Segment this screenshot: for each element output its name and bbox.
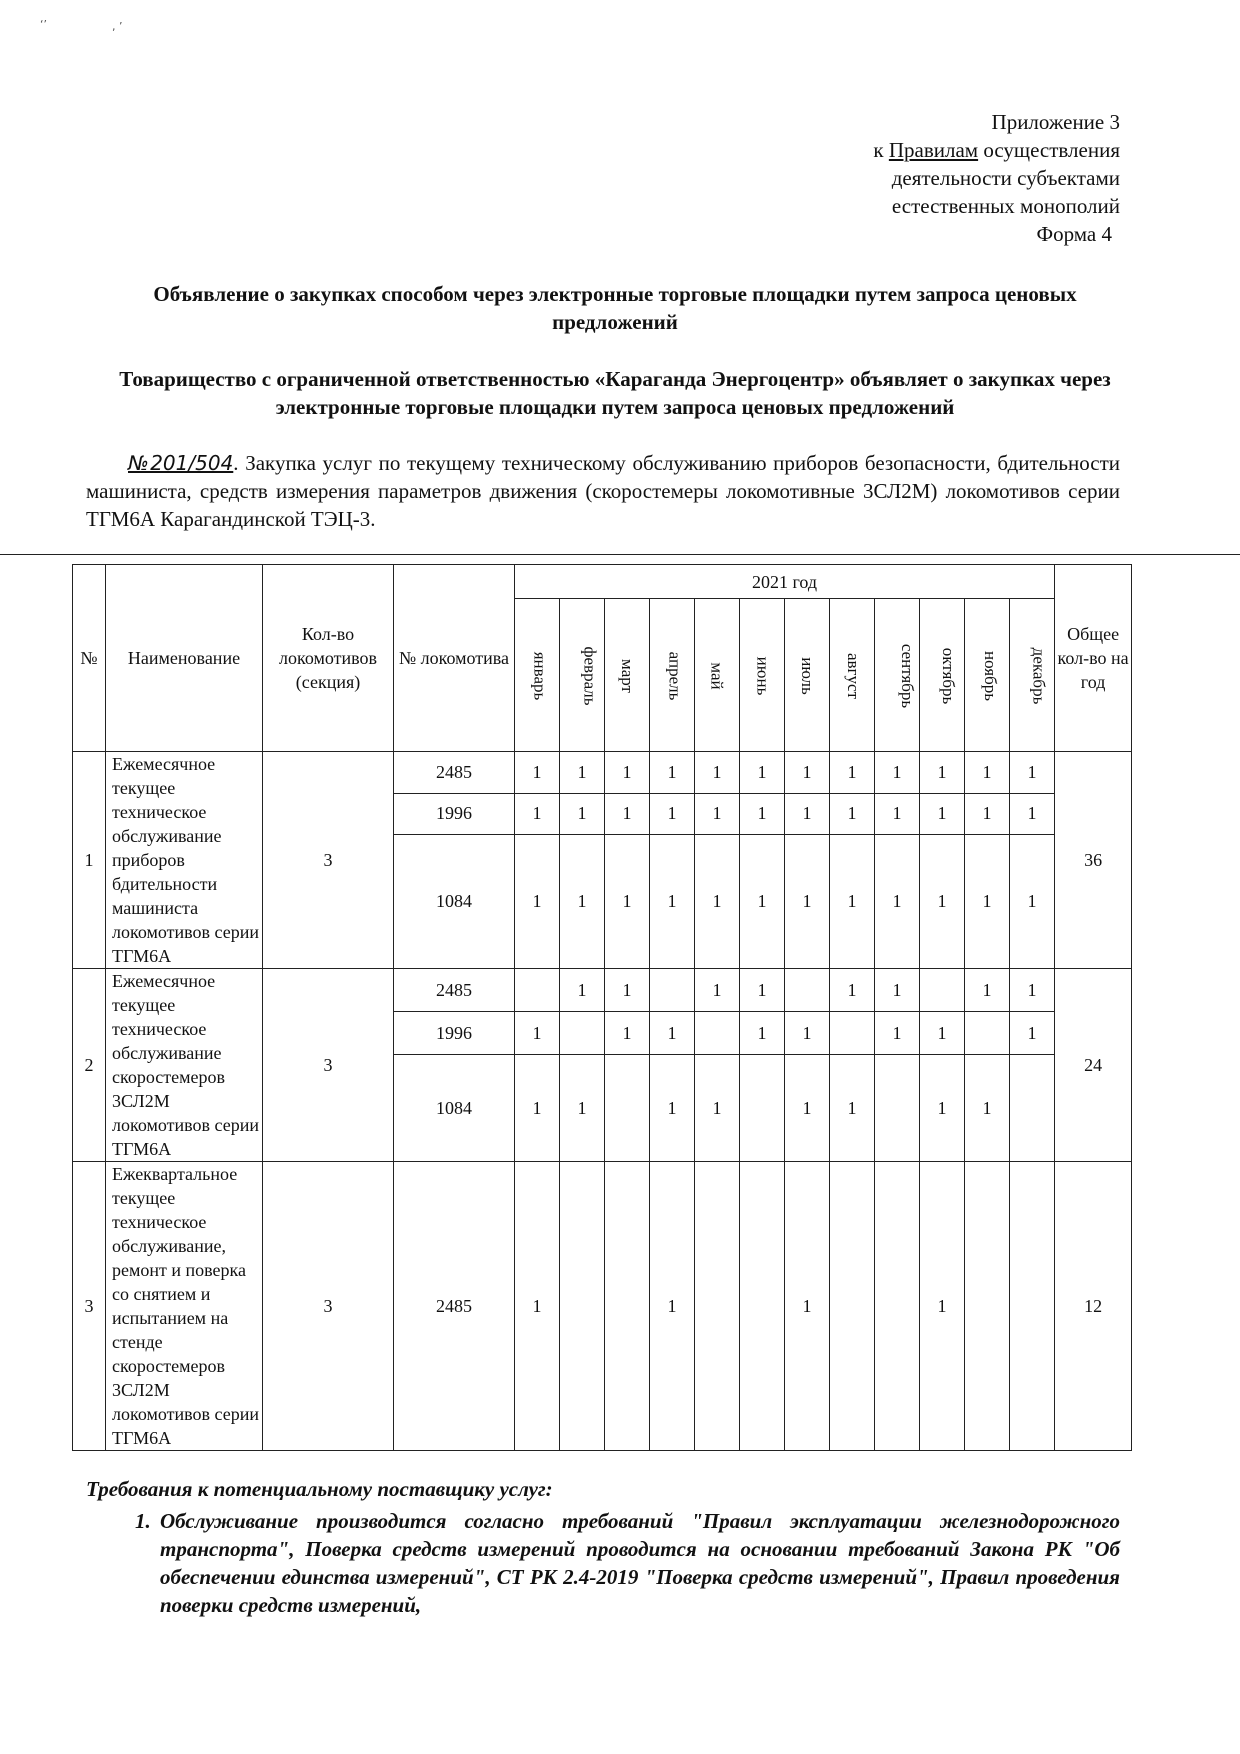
month-cell: 1	[695, 752, 740, 794]
month-cell: 1	[560, 793, 605, 835]
month-label: февраль	[580, 645, 600, 706]
month-cell: 1	[830, 969, 875, 1012]
month-cell: 1	[965, 835, 1010, 969]
locomotive-number: 2485	[394, 1162, 515, 1451]
month-cell: 1	[695, 793, 740, 835]
month-cell: 1	[650, 1012, 695, 1055]
month-label: январь	[530, 651, 550, 700]
month-cell	[965, 1162, 1010, 1451]
appendix-line-prefix: к	[873, 138, 889, 162]
month-label: сентябрь	[898, 643, 918, 708]
month-header	[515, 599, 560, 752]
month-cell: 1	[830, 752, 875, 794]
month-cell	[875, 1162, 920, 1451]
month-cell: 1	[740, 752, 785, 794]
appendix-line: деятельности субъектами	[891, 166, 1120, 190]
procurement-description	[86, 449, 1120, 533]
company-announcement: Товарищество с ограниченной ответственностью «Караганда Энергоцентр» объявляет о закупках через электронные торговые площадки путем запроса ценовых предложений	[119, 367, 1111, 419]
month-cell: 1	[605, 969, 650, 1012]
month-cell	[785, 969, 830, 1012]
month-cell: 1	[515, 1012, 560, 1055]
month-cell	[605, 1162, 650, 1451]
month-cell: 1	[740, 835, 785, 969]
month-cell: 1	[785, 1055, 830, 1162]
month-cell: 1	[965, 969, 1010, 1012]
month-cell: 1	[785, 835, 830, 969]
divider-line	[0, 554, 1240, 555]
month-label: апрель	[665, 651, 685, 700]
month-cell	[740, 1162, 785, 1451]
appendix-block	[873, 108, 1120, 248]
procurement-number: №201/504	[128, 451, 234, 475]
month-cell: 1	[920, 835, 965, 969]
month-label: ноябрь	[981, 650, 1000, 701]
month-cell: 1	[605, 835, 650, 969]
month-cell	[965, 1012, 1010, 1055]
procurement-text: . Закупка услуг по текущему техническому обслуживанию приборов безопасности, бдительности машиниста, средств измерения параметров движения (скоростемеры локомотивные 3СЛ2М) локомотивов серии ТГМ6А Карагандинской ТЭЦ-3.	[86, 451, 1120, 531]
form-label: Форма 4	[1036, 222, 1112, 246]
month-cell: 1	[965, 752, 1010, 794]
month-label: декабрь	[1029, 647, 1049, 704]
month-cell: 1	[515, 1162, 560, 1451]
month-cell: 1	[560, 752, 605, 794]
month-header	[740, 599, 785, 752]
month-cell: 1	[740, 1012, 785, 1055]
requirements-list	[86, 1507, 1120, 1619]
month-cell	[560, 1012, 605, 1055]
month-cell: 1	[875, 969, 920, 1012]
month-cell	[830, 1012, 875, 1055]
month-cell	[560, 1162, 605, 1451]
month-cell	[1010, 1055, 1055, 1162]
appendix-line-suffix: осуществления	[978, 138, 1120, 162]
locomotive-count: 3	[263, 969, 394, 1162]
month-cell	[830, 1162, 875, 1451]
month-cell: 1	[920, 793, 965, 835]
month-cell: 1	[650, 793, 695, 835]
month-cell: 1	[515, 1055, 560, 1162]
header-count: Кол-во локомотивов (секция)	[263, 565, 394, 752]
requirements-title: Требования к потенциальному поставщику услуг:	[86, 1477, 553, 1501]
month-header	[1010, 599, 1055, 752]
month-cell: 1	[1010, 835, 1055, 969]
month-cell	[920, 969, 965, 1012]
locomotive-number: 1996	[394, 1012, 515, 1055]
locomotive-number: 1084	[394, 835, 515, 969]
month-cell: 1	[1010, 752, 1055, 794]
annual-total: 12	[1055, 1162, 1132, 1451]
month-cell: 1	[605, 793, 650, 835]
month-cell: 1	[695, 835, 740, 969]
month-cell: 1	[785, 1162, 830, 1451]
month-label: май	[707, 661, 727, 690]
month-label: март	[618, 658, 637, 693]
month-cell: 1	[920, 1055, 965, 1162]
month-cell	[875, 1055, 920, 1162]
appendix-line	[873, 136, 1120, 164]
month-cell: 1	[875, 752, 920, 794]
requirement-item: 1. Обслуживание производится согласно требований "Правил эксплуатации железнодорожного транспорта", Поверка средств измерений проводится на основании требований Закона РК "Об обеспечении единства измерений", СТ РК 2.4-2019 "Поверка средств измерений", Правил проведения поверки средств измерений,	[156, 1507, 1120, 1619]
schedule-table	[72, 564, 1132, 1451]
month-header	[785, 599, 830, 752]
scan-mark: ‘’	[40, 18, 47, 31]
month-header	[965, 599, 1010, 752]
month-label: июль	[798, 656, 817, 695]
header-total: Общее кол-во на год	[1055, 565, 1132, 752]
month-cell: 1	[785, 793, 830, 835]
month-cell: 1	[965, 1055, 1010, 1162]
month-cell: 1	[515, 835, 560, 969]
month-cell: 1	[965, 793, 1010, 835]
locomotive-number: 2485	[394, 969, 515, 1012]
row-number: 3	[73, 1162, 106, 1451]
month-cell: 1	[650, 835, 695, 969]
month-cell: 1	[830, 793, 875, 835]
table-row	[73, 1162, 1132, 1451]
month-cell: 1	[875, 1012, 920, 1055]
appendix-line: Приложение 3	[991, 110, 1120, 134]
month-cell: 1	[1010, 793, 1055, 835]
row-number: 1	[73, 752, 106, 969]
locomotive-count: 3	[263, 752, 394, 969]
announcement-title: Объявление о закупках способом через электронные торговые площадки путем запроса ценовых предложений	[153, 282, 1077, 334]
header-num: №	[73, 565, 106, 752]
month-label: октябрь	[939, 647, 959, 704]
month-cell: 1	[560, 969, 605, 1012]
header-year: 2021 год	[515, 565, 1055, 599]
month-cell: 1	[785, 752, 830, 794]
header-loco: № локомотива	[394, 565, 515, 752]
month-cell: 1	[560, 835, 605, 969]
month-cell: 1	[695, 1055, 740, 1162]
month-header	[650, 599, 695, 752]
month-cell: 1	[875, 835, 920, 969]
row-number: 2	[73, 969, 106, 1162]
month-cell: 1	[650, 1162, 695, 1451]
appendix-line: естественных монополий	[891, 194, 1120, 218]
scan-mark: , ’	[112, 20, 123, 33]
annual-total: 36	[1055, 752, 1132, 969]
month-cell	[515, 969, 560, 1012]
annual-total: 24	[1055, 969, 1132, 1162]
service-name: Ежемесячное текущее техническое обслуживание приборов бдительности машиниста локомотивов серии ТГМ6А	[106, 752, 263, 969]
table-row	[73, 969, 1132, 1012]
month-header	[920, 599, 965, 752]
month-cell: 1	[515, 752, 560, 794]
month-cell: 1	[920, 1162, 965, 1451]
month-cell: 1	[920, 752, 965, 794]
locomotive-number: 1996	[394, 793, 515, 835]
month-cell: 1	[560, 1055, 605, 1162]
month-label: август	[844, 652, 864, 699]
service-name: Ежеквартальное текущее техническое обслуживание, ремонт и поверка со снятием и испытанием на стенде скоростемеров 3СЛ2М локомотивов серии ТГМ6А	[106, 1162, 263, 1451]
month-cell: 1	[740, 969, 785, 1012]
rules-link[interactable]: Правилам	[888, 138, 979, 162]
month-cell: 1	[785, 1012, 830, 1055]
month-cell: 1	[920, 1012, 965, 1055]
month-header	[875, 599, 920, 752]
month-header	[695, 599, 740, 752]
month-cell: 1	[830, 1055, 875, 1162]
month-cell: 1	[830, 835, 875, 969]
month-cell: 1	[1010, 969, 1055, 1012]
locomotive-count: 3	[263, 1162, 394, 1451]
month-header	[830, 599, 875, 752]
month-cell: 1	[605, 752, 650, 794]
month-header	[560, 599, 605, 752]
month-cell: 1	[695, 969, 740, 1012]
month-cell	[695, 1162, 740, 1451]
locomotive-number: 1084	[394, 1055, 515, 1162]
month-cell: 1	[650, 1055, 695, 1162]
month-cell: 1	[650, 752, 695, 794]
month-cell: 1	[1010, 1012, 1055, 1055]
table-row	[73, 752, 1132, 794]
month-label: июнь	[753, 656, 772, 695]
month-cell	[695, 1012, 740, 1055]
month-cell	[650, 969, 695, 1012]
month-cell: 1	[740, 793, 785, 835]
header-name: Наименование	[106, 565, 263, 752]
month-cell: 1	[875, 793, 920, 835]
requirements-section	[86, 1475, 1120, 1619]
service-name: Ежемесячное текущее техническое обслуживание скоростемеров 3СЛ2М локомотивов серии ТГМ6А	[106, 969, 263, 1162]
month-cell	[605, 1055, 650, 1162]
month-cell	[740, 1055, 785, 1162]
month-cell: 1	[515, 793, 560, 835]
month-cell	[1010, 1162, 1055, 1451]
month-cell: 1	[605, 1012, 650, 1055]
month-header	[605, 599, 650, 752]
locomotive-number: 2485	[394, 752, 515, 794]
